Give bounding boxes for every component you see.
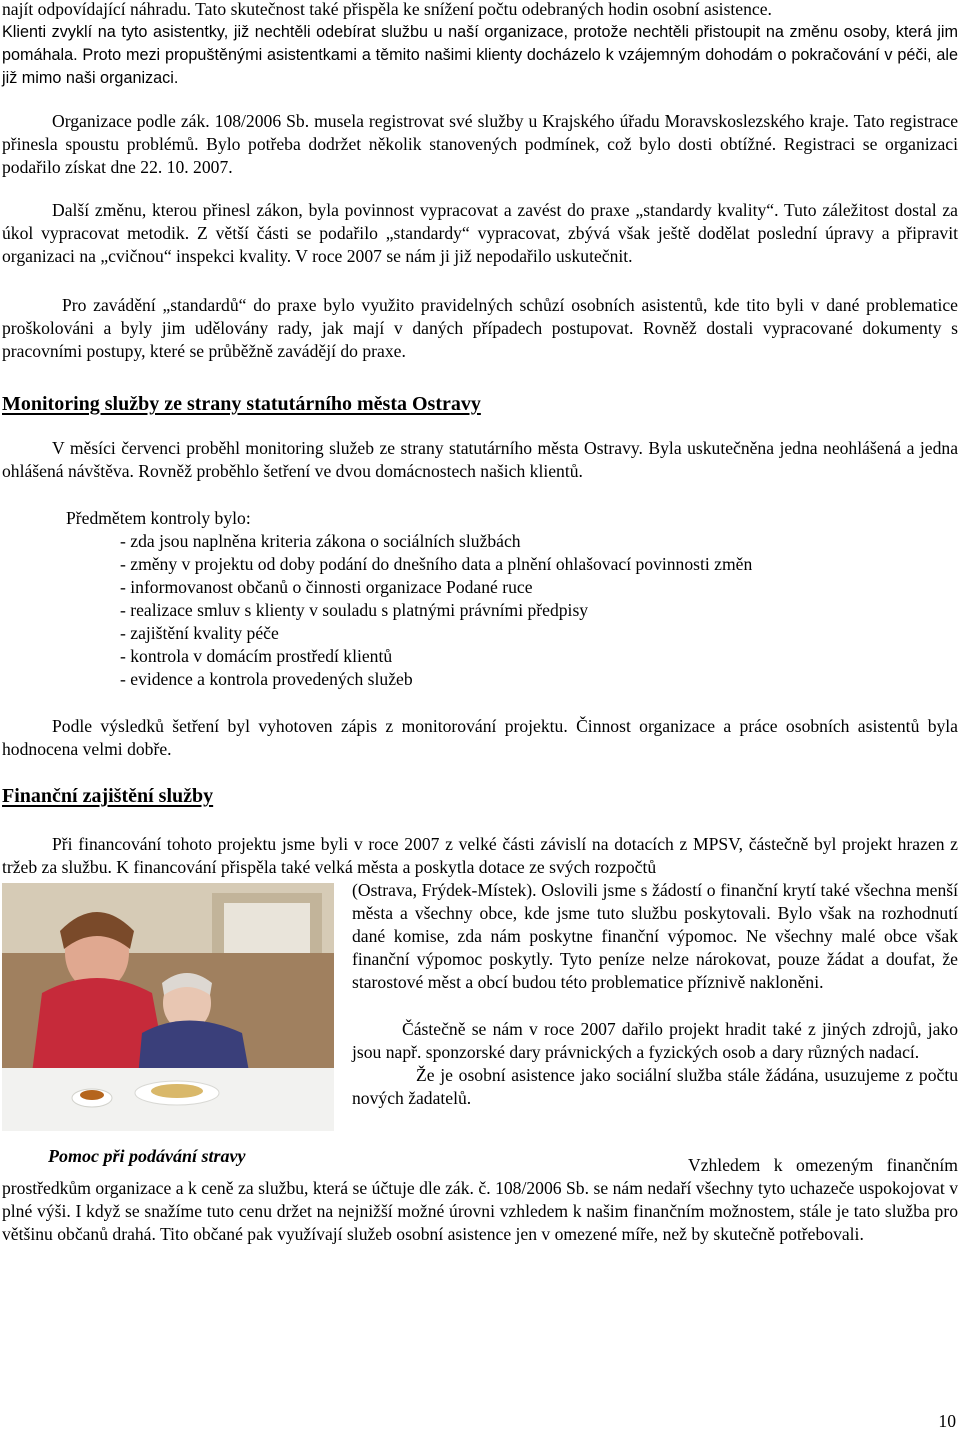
finance-paragraph-2: Částečně se nám v roce 2007 dařilo projekt hradit také z jiných zdrojů, jako jsou např. sponzorské dary právnických a fyzických osob a dary různých nadací. — [352, 1019, 958, 1062]
list-item: - informovanost občanů o činnosti organizace Podané ruce — [120, 577, 533, 597]
heading-finance: Finanční zajištění služby — [2, 785, 214, 807]
finance-paragraph-4: Vzhledem k omezeným finančním prostředkům organizace a k ceně za službu, která se účtuje dle zák. č. 108/2006 Sb. se nám nedaří všechny tyto uchazeče uspokojovat v plné výši. I když se snažíme tuto cenu držet na nejnižší možné úrovni vzhledem k našim finančním možnostem, stále je tato služba pro většinu občanů drahá. Tito občané pak využívají služeb osobní asistence jen v omezené míře, než by skutečně potřebovali. — [2, 1155, 958, 1244]
photo-caption: Pomoc při podávání stravy — [48, 1146, 246, 1166]
list-item: - kontrola v domácím prostředí klientů — [120, 646, 393, 666]
control-heading: Předmětem kontroly bylo: — [66, 508, 251, 528]
document-page — [2, 0, 958, 1246]
list-item: - realizace smluv s klienty v souladu s platnými právními předpisy — [120, 600, 589, 620]
registration-paragraph: Organizace podle zák. 108/2006 Sb. musela registrovat své služby u Krajského úřadu Moravskoslezského kraje. Tato registrace přinesla spoustu problémů. Bylo potřeba dodržet několik stanovených podmínek, což bylo dosti obtížné. Registraci se organizaci podařilo získat dne 22. 10. 2007. — [2, 111, 958, 177]
standards-paragraph: Další změnu, kterou přinesl zákon, byla povinnost vypracovat a zavést do praxe „standardy kvality“. Tuto záležitost dostal za úkol vypracovat metodik. Z větší části se podařilo „standardy“ vypracovat, zbývá však ještě dodělat poslední úpravy a připravit organizaci na „cvičnou“ inspekci kvality. V roce 2007 se nám ji již nepodařilo uskutečnit. — [2, 200, 958, 266]
finance-paragraph-1: Při financování tohoto projektu jsme byli v roce 2007 z velké části závislí na dotacích z MPSV, částečně byl projekt hrazen z tržeb za službu. K financování přispěla také velká města a poskytla dotace ze svých rozpočtů — [2, 834, 958, 877]
heading-monitoring: Monitoring služby ze strany statutárního města Ostravy — [2, 393, 481, 415]
control-list — [2, 530, 958, 691]
list-item: - evidence a kontrola provedených služeb — [120, 669, 413, 689]
finance-photo-section — [2, 879, 958, 1166]
list-item: - zajištění kvality péče — [120, 623, 279, 643]
finance-paragraph-3: Že je osobní asistence jako sociální služba stále žádána, usuzujeme z počtu nových žadatelů. — [352, 1065, 958, 1108]
finance-paragraph-1-continued: (Ostrava, Frýdek-Místek). Oslovili jsme s žádostí o finanční krytí také všechna menší města a všechny obce, kde jsme tuto službu poskytovali. Bylo však na rozhodnutí dané komise, zda nám poskytne finanční výpomoc. Ne všechny malé obce však finanční výpomoc poskytly. Tyto peníze nelze nárokovat, pouze žádat a doufat, že starostové měst a obcí budou této problematice příznivě nakloněni. — [352, 880, 958, 992]
monitoring-paragraph: V měsíci červenci proběhl monitoring služeb ze strany statutárního města Ostravy. Byla uskutečněna jedna neohlášená a jedna ohlášená návštěva. Rovněž proběhlo šetření ve dvou domácnostech našich klientů. — [2, 438, 958, 481]
intro-paragraph-sans: Klienti zvyklí na tyto asistentky, již nechtěli odebírat službu u naší organizace, protože nechtěli přistoupit na změnu osoby, která jim pomáhala. Proto mezi propuštěnými asistentkami a těmito našimi klienty docházelo k vzájemným dohodám o pokračování v péči, ale již mimo naši organizaci. — [2, 23, 958, 87]
meetings-paragraph: Pro zavádění „standardů“ do praxe bylo využito pravidelných schůzí osobních asistentů, kde tito byli v dané problematice proškolováni a byly jim udělovány rady, jak mají v daných případech postupovat. Rovněž dostali vypracované dokumenty s pracovními postupy, které se průběžně zavádějí do praxe. — [2, 295, 958, 361]
page-number: 10 — [938, 1411, 956, 1431]
photo-assistance-meal — [2, 883, 334, 1131]
list-item: - změny v projektu od doby podání do dnešního data a plnění ohlašovací povinnosti změn — [120, 554, 753, 574]
intro-paragraph-end: najít odpovídající náhradu. Tato skutečnost také přispěla ke snížení počtu odebraných hodin osobní asistence. — [2, 0, 772, 19]
list-item: - zda jsou naplněna kriteria zákona o sociálních službách — [120, 531, 521, 551]
photo-figure — [2, 881, 340, 1166]
result-paragraph: Podle výsledků šetření byl vyhotoven zápis z monitorování projektu. Činnost organizace a práce osobních asistentů byla hodnocena velmi dobře. — [2, 716, 958, 759]
